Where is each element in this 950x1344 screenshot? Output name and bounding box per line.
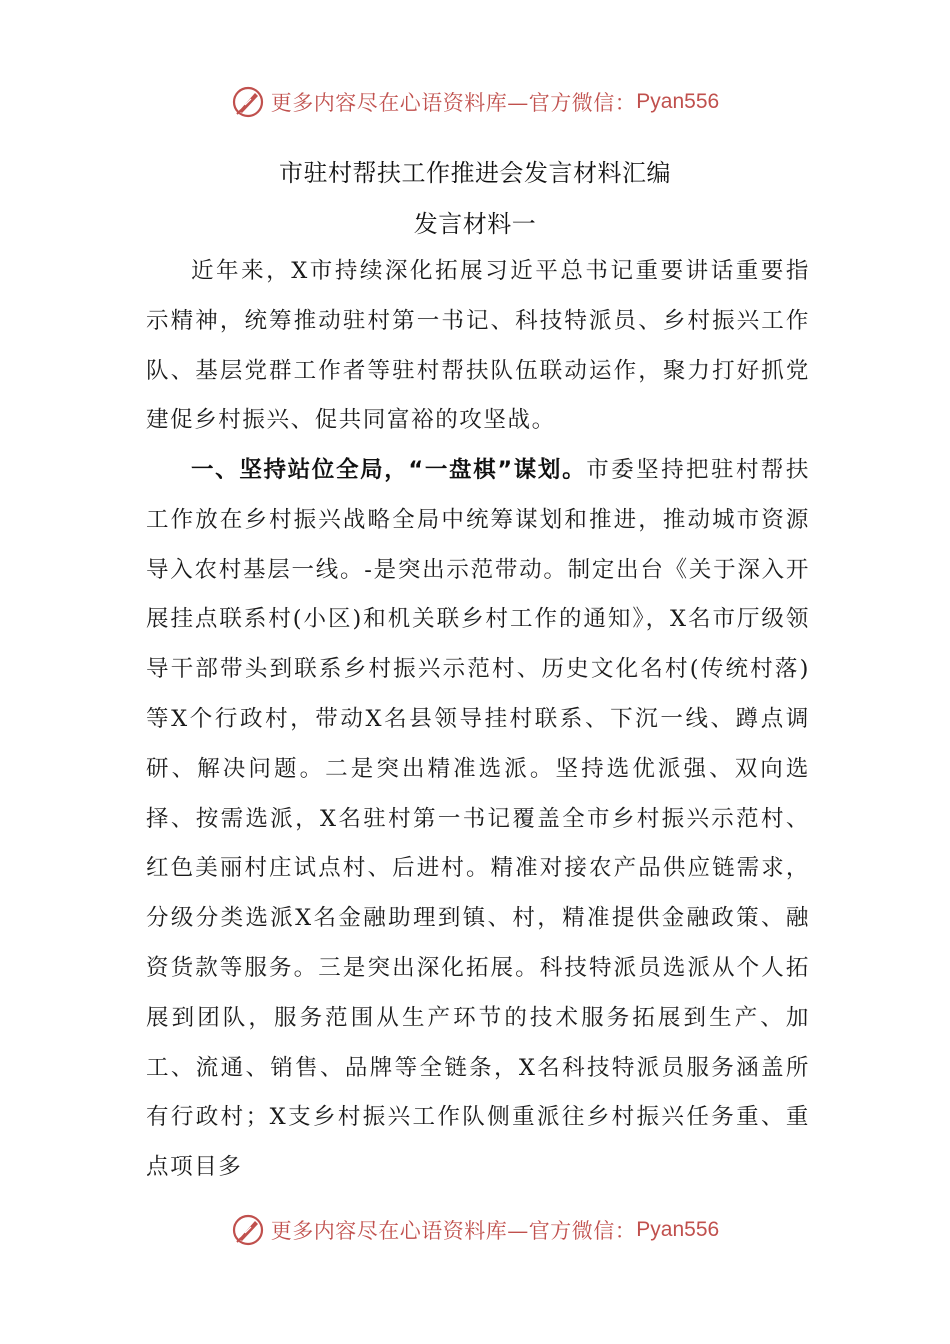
section-one-body: 市委坚持把驻村帮扶工作放在乡村振兴战略全局中统筹谋划和推进，推动城市资源导入农村基层一线。-是突出示范带动。制定出台《关于深入开展挂点联系村(小区)和机关联乡村工作的通知》，X名市厅级领导干部带头到联系乡村振兴示范村、历史文化名村(传统村落)等X个行政村，带动X名县领导挂村联系、下沉一线、蹲点调研、解决问题。二是突出精准选派。坚持选优派强、双向选择、按需选派，X名驻村第一书记覆盖全市乡村振兴示范村、红色美丽村庄试点村、后进村。精准对接农产品供应链需求，分级分类选派X名金融助理到镇、村，精准提供金融政策、融资货款等服务。三是突出深化拓展。科技特派员选派从个人拓展到团队，服务范围从生产环节的技术服务拓展到生产、加工、流通、销售、品牌等全链条，X名科技特派员服务涵盖所有行政村；X支乡村振兴工作队侧重派往乡村振兴任务重、重点项目多 <box>146 457 810 1181</box>
document-title: 市驻村帮扶工作推进会发言材料汇编 <box>279 159 671 187</box>
footer-watermark-banner <box>0 1210 950 1250</box>
banner-text: 更多内容尽在心语资料库—官方微信： <box>270 1219 637 1243</box>
section-one-heading: 一、坚持站位全局，“一盘棋”谋划。 <box>191 457 587 483</box>
paragraph-section-one <box>146 446 810 1193</box>
banner-wechat-handle: Pyan556 <box>636 1218 720 1241</box>
header-watermark-banner <box>0 82 950 122</box>
pen-feather-logo-icon <box>231 85 265 119</box>
paragraph-intro: 近年来，X市持续深化拓展习近平总书记重要讲话重要指示精神，统筹推动驻村第一书记、科技特派员、乡村振兴工作队、基层党群工作者等驻村帮扶队伍联动运作，聚力打好抓党建促乡村振兴、促共同富裕的攻坚战。 <box>146 258 810 434</box>
banner-text: 更多内容尽在心语资料库—官方微信： <box>270 91 637 115</box>
document-subtitle: 发言材料一 <box>413 210 537 238</box>
banner-wechat-handle: Pyan556 <box>636 90 720 113</box>
pen-feather-logo-icon <box>231 1213 265 1247</box>
